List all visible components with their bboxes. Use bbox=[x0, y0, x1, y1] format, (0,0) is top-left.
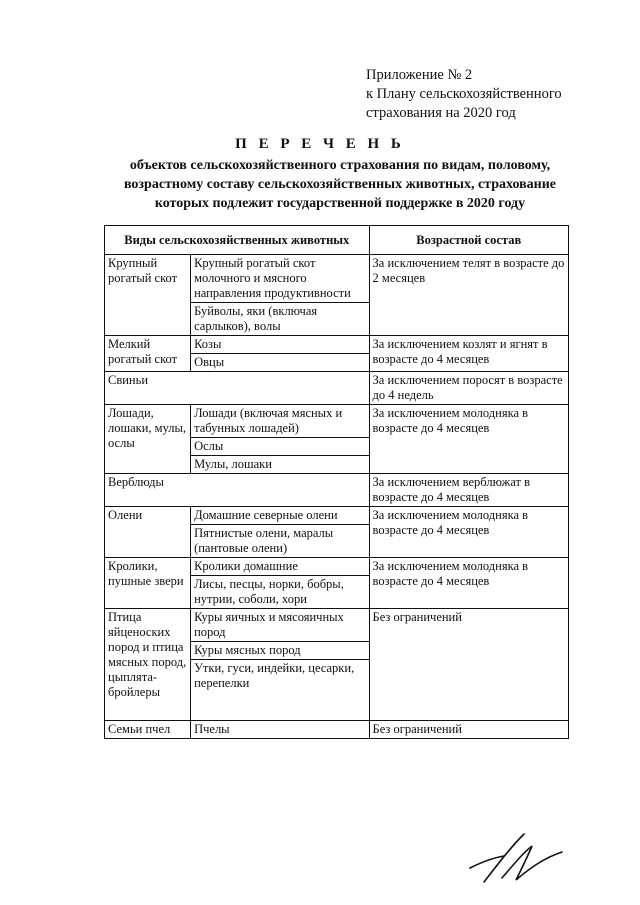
annex-line-3: страхования на 2020 год bbox=[366, 105, 516, 121]
signature-icon bbox=[462, 828, 572, 888]
age-cell: За исключением молодняка в возрасте до 4 месяцев bbox=[369, 405, 568, 474]
table-row bbox=[105, 558, 569, 576]
age-cell: За исключением верблюжат в возрасте до 4 месяцев bbox=[369, 474, 568, 507]
age-cell: За исключением молодняка в возрасте до 4 месяцев bbox=[369, 507, 568, 558]
type-cell: Домашние северные олени bbox=[191, 507, 369, 525]
age-cell: Без ограничений bbox=[369, 721, 568, 739]
type-cell: Пчелы bbox=[191, 721, 369, 739]
table-row bbox=[105, 405, 569, 438]
type-cell: Пятнистые олени, маралы (пантовые олени) bbox=[191, 525, 369, 558]
animals-table bbox=[104, 225, 569, 739]
type-cell: Козы bbox=[191, 336, 369, 354]
type-cell: Овцы bbox=[191, 354, 369, 372]
annex-line-1: Приложение № 2 bbox=[366, 67, 473, 83]
group-cell: Лошади, лошаки, мулы, ослы bbox=[105, 405, 191, 474]
type-cell: Лисы, песцы, норки, бобры, нутрии, соболи, хори bbox=[191, 576, 369, 609]
age-cell: За исключением поросят в возрасте до 4 недель bbox=[369, 372, 568, 405]
header-animals: Виды сельскохозяйственных животных bbox=[105, 226, 370, 255]
type-cell: Куры мясных пород bbox=[191, 642, 369, 660]
document-title: П Е Р Е Ч Е Н Ь bbox=[235, 136, 405, 152]
table-row bbox=[105, 721, 569, 739]
age-cell: За исключением телят в возрасте до 2 месяцев bbox=[369, 255, 568, 336]
table-row bbox=[105, 474, 569, 507]
type-cell: Буйволы, яки (включая сарлыков), волы bbox=[191, 303, 369, 336]
type-cell: Куры яичных и мясояичных пород bbox=[191, 609, 369, 642]
table-row bbox=[105, 336, 569, 354]
table-row bbox=[105, 255, 569, 303]
type-cell: Лошади (включая мясных и табунных лошадей) bbox=[191, 405, 369, 438]
type-cell: Утки, гуси, индейки, цесарки, перепелки bbox=[191, 660, 369, 721]
group-cell: Верблюды bbox=[105, 474, 370, 507]
document-subtitle: объектов сельскохозяйственного страхования по видам, половому, возрастному составу сельскохозяйственных животных, страхование которых подлежит государственной поддержке в 2020 году bbox=[123, 158, 557, 211]
type-cell: Кролики домашние bbox=[191, 558, 369, 576]
age-cell: За исключением козлят и ягнят в возрасте до 4 месяцев bbox=[369, 336, 568, 372]
annex-header bbox=[366, 66, 562, 123]
header-age: Возрастной состав bbox=[369, 226, 568, 255]
type-cell: Ослы bbox=[191, 438, 369, 456]
type-cell: Крупный рогатый скот молочного и мясного направления продуктивности bbox=[191, 255, 369, 303]
group-cell: Крупный рогатый скот bbox=[105, 255, 191, 336]
table-row bbox=[105, 507, 569, 525]
age-cell: Без ограничений bbox=[369, 609, 568, 721]
table-header-row bbox=[105, 226, 569, 255]
group-cell: Птица яйценоских пород и птица мясных пород, цыплята-бройлеры bbox=[105, 609, 191, 721]
table-row bbox=[105, 609, 569, 642]
annex-line-2: к Плану сельскохозяйственного bbox=[366, 86, 562, 102]
group-cell: Свиньи bbox=[105, 372, 370, 405]
group-cell: Кролики, пушные звери bbox=[105, 558, 191, 609]
type-cell: Мулы, лошаки bbox=[191, 456, 369, 474]
group-cell: Семьи пчел bbox=[105, 721, 191, 739]
group-cell: Олени bbox=[105, 507, 191, 558]
table-row bbox=[105, 372, 569, 405]
group-cell: Мелкий рогатый скот bbox=[105, 336, 191, 372]
age-cell: За исключением молодняка в возрасте до 4 месяцев bbox=[369, 558, 568, 609]
